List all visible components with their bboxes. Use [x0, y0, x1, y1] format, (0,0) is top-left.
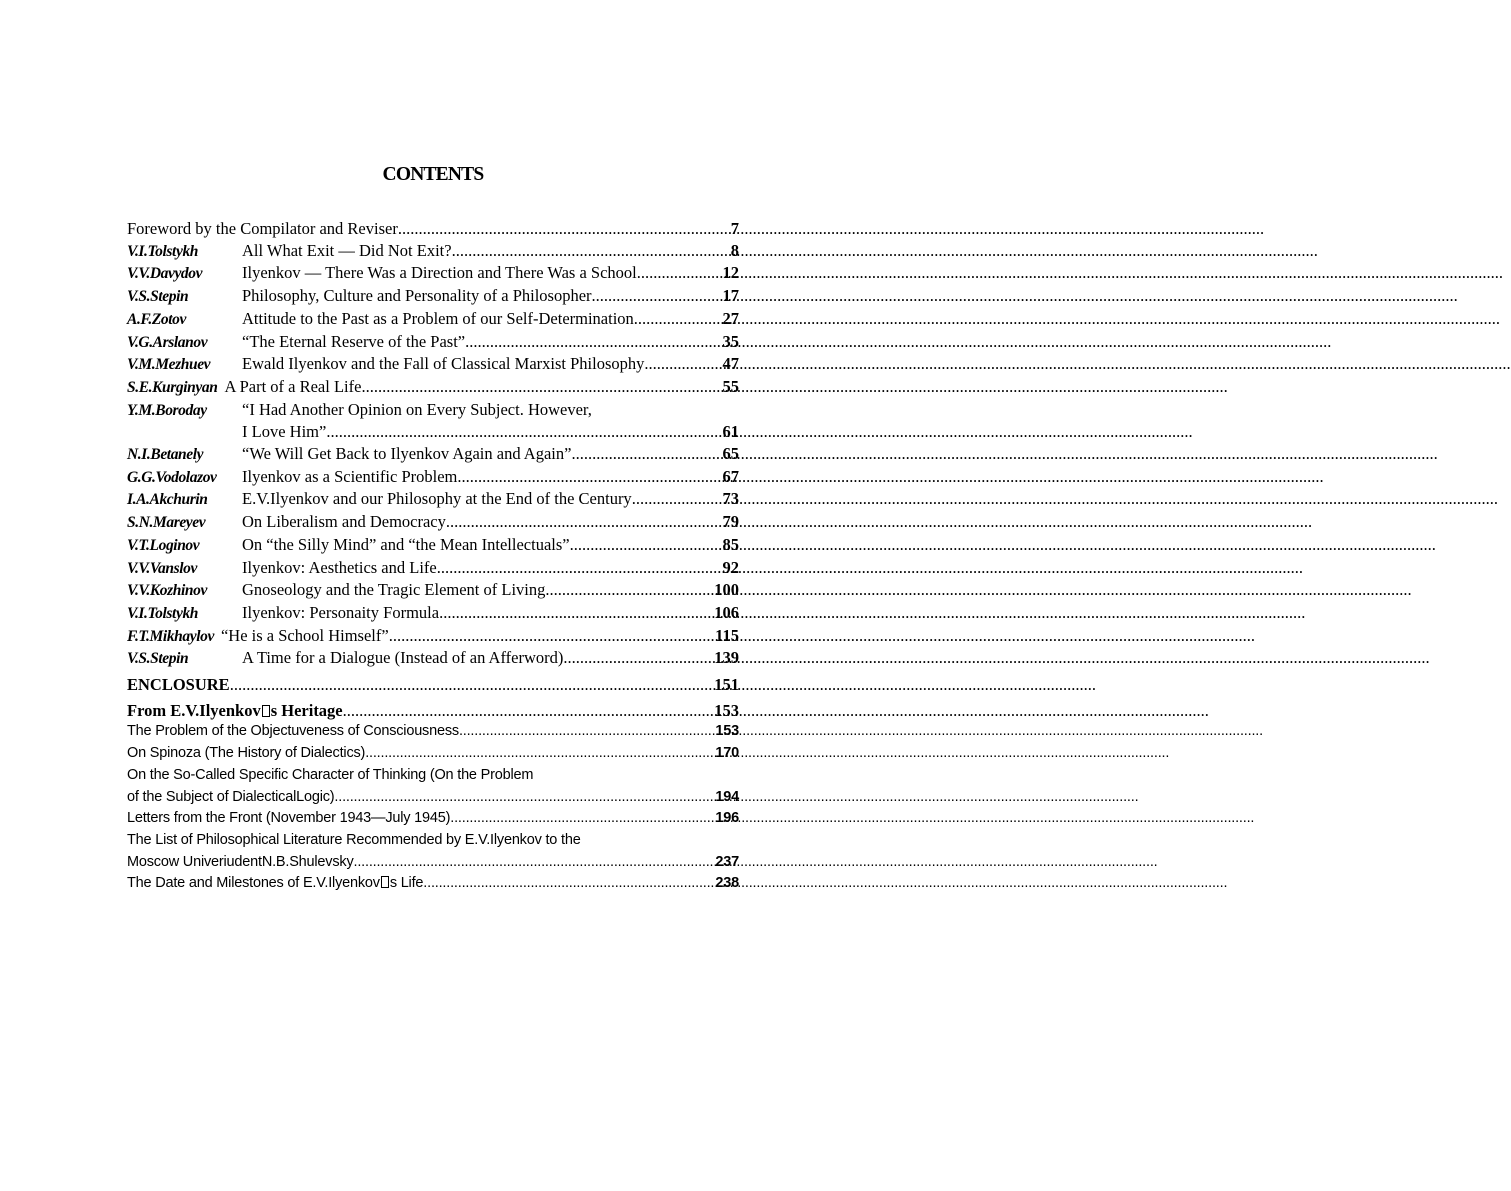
dot-leader	[465, 331, 722, 353]
page-number: 35	[722, 331, 739, 351]
page-number: 106	[714, 602, 739, 622]
entry-title-continued: I Love Him”	[242, 422, 327, 442]
page-number: 73	[722, 489, 739, 509]
dot-leader	[452, 240, 731, 262]
entry-author: A.F.Zotov	[127, 310, 186, 328]
entry-author: V.M.Mezhuev	[127, 356, 211, 374]
entry-title: “We Will Get Back to Ilyenkov Again and Again”	[242, 444, 572, 464]
page-title: CONTENTS	[382, 164, 484, 185]
entry-author: N.I.Betanely	[127, 446, 204, 464]
entry-title: A Part of a Real Life	[224, 376, 362, 396]
toc-entry[interactable]	[127, 602, 739, 625]
toc-entry-foreword[interactable]	[127, 218, 739, 240]
entry-title: Ilyenkov: Personaity Formula	[242, 602, 440, 622]
entry-title-part2: s Life	[389, 875, 424, 892]
contents-page	[127, 163, 739, 895]
entry-author: I.A.Akchurin	[127, 491, 208, 509]
page-number: 139	[714, 648, 739, 668]
page-number: 12	[722, 263, 739, 283]
page-number: 79	[722, 512, 739, 532]
dot-leader	[446, 511, 723, 533]
entry-title: E.V.Ilyenkov and our Philosophy at the End of the Century	[242, 489, 632, 509]
toc-entry[interactable]	[127, 873, 739, 895]
entry-title: Philosophy, Culture and Personality of a Philosopher	[242, 286, 592, 306]
dot-leader	[634, 308, 723, 330]
page-number: 27	[722, 308, 739, 328]
entry-author: V.I.Tolstykh	[127, 604, 199, 622]
entry-author: V.S.Stepin	[127, 650, 189, 668]
entry-title: On the So-Called Specific Character of Thinking (On the Problem	[127, 766, 534, 783]
dot-leader	[326, 421, 716, 443]
toc-entry[interactable]	[127, 557, 739, 580]
toc-entry[interactable]	[127, 240, 739, 263]
toc-entry[interactable]	[127, 534, 739, 557]
entry-author: V.G.Arslanov	[127, 333, 208, 351]
page-number: 151	[714, 675, 739, 695]
toc-entry[interactable]	[127, 721, 739, 743]
dot-leader	[457, 466, 722, 488]
toc-entry[interactable]	[127, 285, 739, 308]
dot-leader	[545, 579, 714, 601]
page-number: 17	[722, 286, 739, 306]
entry-author: V.T.Loginov	[127, 536, 200, 554]
entry-title: The List of Philosophical Literature Recommended by E.V.Ilyenkov to the	[127, 831, 581, 848]
dot-leader	[389, 625, 715, 647]
page-number: 61	[722, 422, 739, 442]
dot-leader	[343, 700, 715, 722]
page-number: 55	[722, 376, 739, 396]
toc-entry[interactable]	[127, 625, 739, 648]
page-number: 100	[714, 580, 739, 600]
entry-author: F.T.Mikhaylov	[127, 627, 214, 645]
entry-author: V.I.Tolstykh	[127, 242, 199, 260]
toc-entry[interactable]	[127, 399, 739, 422]
entry-title: A Time for a Dialogue (Instead of an Afferword)	[242, 648, 564, 668]
toc-entry[interactable]	[127, 443, 739, 466]
page-number: 7	[730, 219, 739, 238]
enclosure-heading: ENCLOSURE	[127, 675, 230, 695]
toc-entry-heritage[interactable]	[127, 700, 739, 722]
entry-title: Foreword by the Compilator and Reviser	[127, 219, 398, 238]
page-number: 65	[722, 444, 739, 464]
entry-author: S.E.Kurginyan	[127, 378, 218, 396]
toc-entry[interactable]	[127, 466, 739, 489]
entry-author: V.V.Davydov	[127, 265, 203, 283]
page-number: 238	[715, 875, 739, 892]
dot-leader	[450, 808, 715, 830]
toc-entry[interactable]	[127, 262, 739, 285]
entry-title: “I Had Another Opinion on Every Subject. However,	[242, 399, 592, 419]
page-number: 153	[714, 700, 739, 720]
entry-title: All What Exit — Did Not Exit?	[242, 240, 452, 260]
heritage-heading	[127, 700, 343, 722]
entry-title: On Liberalism and Democracy	[242, 512, 446, 532]
page-number: 196	[715, 810, 739, 827]
entry-author: S.N.Mareyev	[127, 514, 206, 532]
dot-leader	[563, 647, 714, 669]
toc-entry[interactable]	[127, 488, 739, 511]
page-number: 115	[715, 625, 739, 645]
toc-entry-continuation[interactable]	[127, 787, 739, 809]
dot-leader	[459, 721, 715, 743]
entry-author: V.V.Kozhinov	[127, 582, 207, 600]
toc-entry-continuation[interactable]	[127, 421, 739, 443]
entry-title: Gnoseology and the Tragic Element of Living	[242, 580, 546, 600]
heritage-heading-part2: s Heritage	[270, 700, 343, 720]
entry-author: V.S.Stepin	[127, 288, 189, 306]
dot-leader	[354, 852, 710, 874]
entry-title	[127, 873, 423, 895]
dot-leader	[361, 376, 722, 398]
entry-title: “He is a School Himself”	[220, 625, 389, 645]
page-number: 85	[722, 534, 739, 554]
page-number: 47	[722, 354, 739, 374]
missing-glyph-icon	[262, 705, 270, 717]
entry-title: Ewald Ilyenkov and the Fall of Classical Marxist Philosophy	[242, 354, 645, 374]
entry-title: Ilyenkov as a Scientific Problem	[242, 466, 458, 486]
entry-title: The Problem of the Objectuveness of Consciousness	[127, 723, 459, 740]
missing-glyph-icon	[381, 876, 389, 888]
toc-entry[interactable]	[127, 830, 739, 852]
dot-leader	[230, 674, 715, 696]
page-number: 194	[715, 788, 739, 805]
toc-entry[interactable]	[127, 743, 739, 765]
entry-author: G.G.Vodolazov	[127, 468, 217, 486]
table-of-contents	[127, 218, 739, 895]
entry-title: On “the Silly Mind” and “the Mean Intellectuals”	[242, 534, 570, 554]
toc-entry[interactable]	[127, 765, 739, 787]
heritage-heading-part1: From E.V.Ilyenkov	[127, 700, 261, 720]
entry-title: “The Eternal Reserve of the Past”	[242, 331, 466, 351]
page-number: 170	[715, 745, 739, 762]
toc-entry[interactable]	[127, 579, 739, 602]
entry-title: Letters from the Front (November 1943—July 1945)	[127, 810, 451, 827]
toc-entry[interactable]	[127, 353, 739, 376]
dot-leader	[439, 602, 714, 624]
page-number: 92	[722, 557, 739, 577]
page-number: 153	[715, 723, 739, 740]
page-number: 8	[730, 240, 739, 260]
entry-title: Attitude to the Past as a Problem of our Self-Determination	[242, 308, 634, 328]
page-number: 67	[722, 466, 739, 486]
dot-leader	[637, 262, 723, 284]
dot-leader	[398, 218, 731, 240]
entry-title-continued: of the Subject of DialecticalLogic)	[127, 788, 335, 805]
toc-entry[interactable]	[127, 647, 739, 670]
toc-entry[interactable]	[127, 808, 739, 830]
entry-author: V.V.Vanslov	[127, 559, 197, 577]
toc-entry[interactable]	[127, 331, 739, 354]
dot-leader	[365, 743, 715, 765]
toc-entry[interactable]	[127, 511, 739, 534]
dot-leader	[437, 557, 723, 579]
entry-title-part1: The Date and Milestones of E.V.Ilyenkov	[127, 875, 380, 892]
entry-title-continued: Moscow UniveriudentN.B.Shulevsky	[127, 853, 354, 870]
entry-title: Ilyenkov — There Was a Direction and There Was a School	[242, 263, 637, 283]
page-number: 237	[715, 853, 739, 870]
dot-leader	[570, 534, 723, 556]
entry-title: Ilyenkov: Aesthetics and Life	[242, 557, 437, 577]
toc-entry[interactable]	[127, 376, 739, 399]
dot-leader	[644, 353, 722, 375]
toc-entry[interactable]	[127, 308, 739, 331]
dot-leader	[592, 285, 723, 307]
toc-entry-enclosure[interactable]	[127, 674, 739, 696]
entry-title: On Spinoza (The History of Dialectics)	[127, 745, 366, 762]
dot-leader	[571, 443, 722, 465]
toc-entry-continuation[interactable]	[127, 852, 739, 874]
dot-leader	[334, 787, 715, 809]
dot-leader	[423, 873, 715, 895]
entry-author: Y.M.Boroday	[127, 401, 207, 419]
dot-leader	[632, 488, 723, 510]
